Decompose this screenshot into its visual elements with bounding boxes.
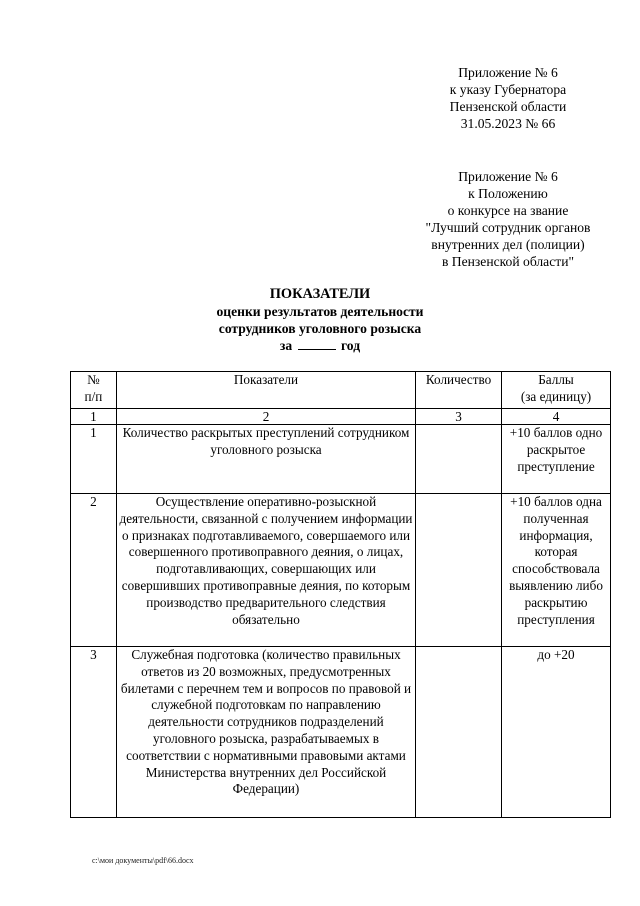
header-text: (за единицу)	[520, 388, 592, 404]
row-points: до +20	[502, 647, 611, 818]
header-indicators: Показатели	[116, 372, 415, 409]
header-number	[71, 372, 117, 409]
row-indicator: Количество раскрытых преступлений сотрудником уголовного розыска	[116, 425, 415, 494]
row-quantity	[416, 494, 502, 647]
document-title	[0, 286, 640, 354]
column-number: 4	[502, 409, 611, 425]
column-number: 2	[116, 409, 415, 425]
appendix-line: Пензенской области	[449, 99, 567, 114]
file-path-footer: c:\мои документы\pdf\66.docx	[92, 856, 194, 865]
row-indicator: Служебная подготовка (количество правильных ответов из 20 возможных, предусмотренных билетами с перечнем тем и вопросов по правовой и служебной подготовкам по направлению деятельности сотрудников подразделений уголовного розыска, разрабатываемых в соответствии с нормативными правовыми актами Министерства внутренних дел Российской Федерации)	[116, 647, 415, 818]
title-period	[0, 337, 640, 354]
appendix-line: Приложение № 6	[458, 169, 558, 184]
row-points: +10 баллов одно раскрытое преступление	[502, 425, 611, 494]
header-text: п/п	[84, 388, 103, 404]
appendix-line: внутренних дел (полиции)	[431, 237, 585, 252]
column-number: 1	[71, 409, 117, 425]
row-number: 3	[71, 647, 117, 818]
title-line-2: оценки результатов деятельности	[216, 304, 424, 319]
column-number: 3	[416, 409, 502, 425]
table-row	[71, 647, 611, 818]
table-row	[71, 425, 611, 494]
header-text: Баллы	[538, 372, 574, 387]
row-points: +10 баллов одна полученная информация, которая способствовала выявлению либо раскрытию преступления	[502, 494, 611, 647]
title-line-1: ПОКАЗАТЕЛИ	[269, 286, 371, 302]
row-number: 2	[71, 494, 117, 647]
appendix-line: 31.05.2023 № 66	[460, 116, 556, 131]
header-text: №	[87, 372, 100, 387]
header-points	[502, 372, 611, 409]
appendix-line: к Положению	[468, 186, 548, 201]
appendix-reference-regulation	[390, 168, 626, 270]
period-suffix: год	[340, 338, 361, 353]
appendix-line: в Пензенской области"	[441, 254, 575, 269]
title-line-3: сотрудников уголовного розыска	[218, 321, 422, 336]
row-number: 1	[71, 425, 117, 494]
row-indicator: Осуществление оперативно-розыскной деятельности, связанной с получением информации о признаках подготавливаемого, совершаемого или совершенного противоправного деяния, о лицах, подготавливающих, совершающих или совершивших противоправные деяния, по которым производство предварительного следствия обязательно	[116, 494, 415, 647]
period-blank-line	[298, 337, 336, 350]
appendix-line: Приложение № 6	[458, 65, 558, 80]
appendix-line: к указу Губернатора	[449, 82, 567, 97]
appendix-line: "Лучший сотрудник органов	[425, 220, 591, 235]
appendix-line: о конкурсе на звание	[447, 203, 569, 218]
row-quantity	[416, 425, 502, 494]
header-quantity: Количество	[416, 372, 502, 409]
table-row	[71, 494, 611, 647]
indicators-table	[70, 371, 611, 818]
table-header-row	[71, 372, 611, 409]
row-quantity	[416, 647, 502, 818]
period-prefix: за	[279, 338, 293, 353]
column-number-row	[71, 409, 611, 425]
appendix-reference-decree	[390, 64, 626, 132]
